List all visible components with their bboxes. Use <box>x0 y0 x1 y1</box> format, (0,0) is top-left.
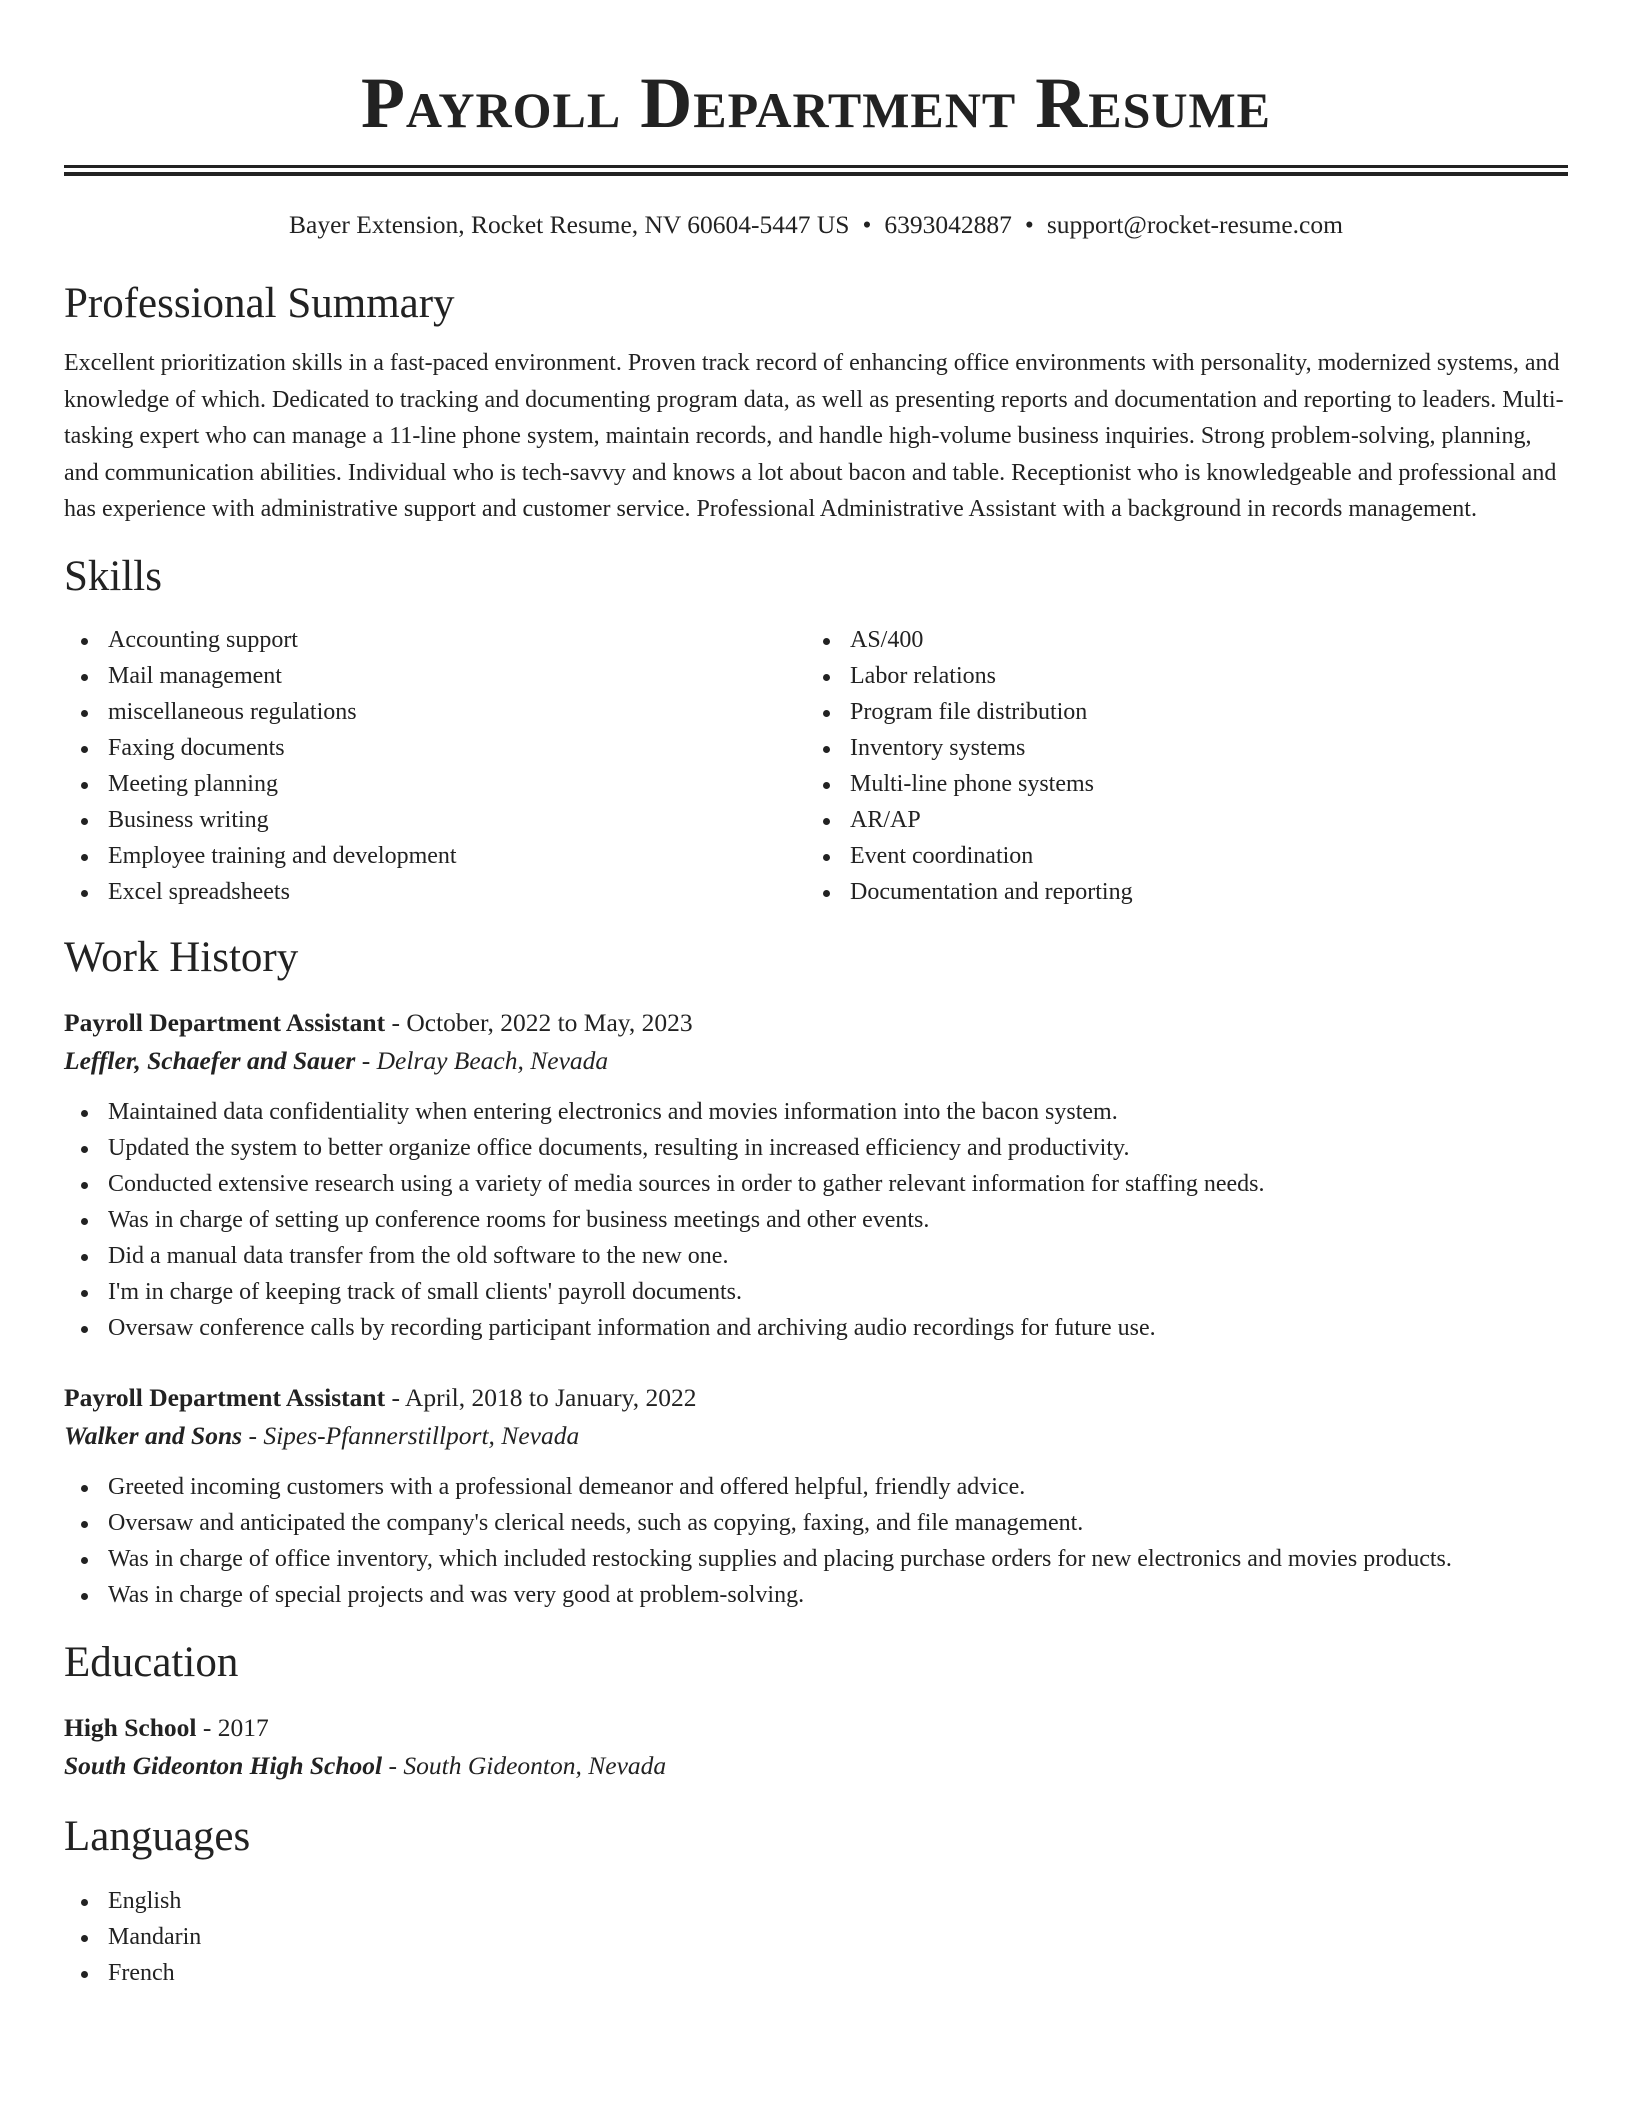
job-entry <box>64 1004 1568 1346</box>
section-heading-languages: Languages <box>64 1812 251 1860</box>
skill-item: AS/400 <box>806 622 1548 658</box>
skill-item: Event coordination <box>806 838 1548 874</box>
language-item: Mandarin <box>64 1919 1568 1955</box>
language-item: French <box>64 1955 1568 1991</box>
skill-item: Mail management <box>64 658 806 694</box>
skill-item: Meeting planning <box>64 766 806 802</box>
skill-item: AR/AP <box>806 802 1548 838</box>
job-bullets <box>64 1094 1568 1346</box>
job-bullet: Greeted incoming customers with a professional demeanor and offered helpful, friendly advice. <box>64 1469 1568 1505</box>
education-location: - South Gideonton, Nevada <box>382 1750 667 1780</box>
skill-item: Inventory systems <box>806 730 1548 766</box>
job-bullet: Maintained data confidentiality when entering electronics and movies information into the bacon system. <box>64 1094 1568 1130</box>
skill-item: Documentation and reporting <box>806 874 1548 910</box>
job-bullet: Was in charge of special projects and was very good at problem-solving. <box>64 1577 1568 1613</box>
skill-item: Labor relations <box>806 658 1548 694</box>
languages-list <box>64 1883 1568 1991</box>
section-heading-summary: Professional Summary <box>64 280 455 327</box>
skills-list-left <box>64 622 806 910</box>
section-heading-skills: Skills <box>64 552 162 600</box>
education-degree: High School <box>64 1712 197 1742</box>
skill-item: Program file distribution <box>806 694 1548 730</box>
job-location: - Sipes-Pfannerstillport, Nevada <box>242 1420 580 1450</box>
education-entry <box>64 1709 1568 1785</box>
job-dates: - April, 2018 to January, 2022 <box>385 1382 697 1412</box>
job-bullet: Conducted extensive research using a variety of media sources in order to gather relevant information for staffing needs. <box>64 1166 1568 1202</box>
education-degree-line <box>64 1709 1568 1747</box>
summary-text: Excellent prioritization skills in a fast-paced environment. Proven track record of enhancing office environments with personality, modernized systems, and knowledge of which. Dedicated to tracking and documenting program data, as well as presenting reports and documentation and reporting to leaders. Multi-tasking expert who can manage a 11-line phone system, maintain records, and handle high-volume business inquiries. Strong problem-solving, planning, and communication abilities. Individual who is tech-savvy and knows a lot about bacon and table. Receptionist who is knowledgeable and professional and has experience with administrative support and customer service. Professional Administrative Assistant with a background in records management. <box>64 350 1564 522</box>
contact-separator: • <box>862 210 872 239</box>
education-year: - 2017 <box>196 1712 269 1742</box>
contact-phone: 6393042887 <box>884 210 1012 239</box>
job-company-line <box>64 1042 1568 1080</box>
skill-item: miscellaneous regulations <box>64 694 806 730</box>
job-bullet: I'm in charge of keeping track of small clients' payroll documents. <box>64 1274 1568 1310</box>
resume-page <box>64 0 1568 1991</box>
job-title-line <box>64 1379 1568 1417</box>
title-divider <box>64 165 1568 176</box>
skill-item: Multi-line phone systems <box>806 766 1548 802</box>
skill-item: Business writing <box>64 802 806 838</box>
section-heading-work-history: Work History <box>64 933 299 981</box>
language-item: English <box>64 1883 1568 1919</box>
contact-email: support@rocket-resume.com <box>1046 210 1343 239</box>
job-bullet: Updated the system to better organize office documents, resulting in increased efficiency and productivity. <box>64 1130 1568 1166</box>
section-heading-education: Education <box>64 1638 239 1686</box>
job-bullets <box>64 1469 1568 1613</box>
job-title-line <box>64 1004 1568 1042</box>
job-bullet: Oversaw conference calls by recording participant information and archiving audio recordings for future use. <box>64 1310 1568 1346</box>
contact-address: Bayer Extension, Rocket Resume, NV 60604-5447 US <box>289 210 850 239</box>
skill-item: Faxing documents <box>64 730 806 766</box>
job-company-line <box>64 1417 1568 1455</box>
skills-list-right <box>806 622 1548 910</box>
job-bullet: Did a manual data transfer from the old software to the new one. <box>64 1238 1568 1274</box>
skill-item: Employee training and development <box>64 838 806 874</box>
job-title: Payroll Department Assistant <box>64 1382 386 1412</box>
education-school: South Gideonton High School <box>64 1750 383 1780</box>
contact-line <box>64 208 1568 242</box>
job-bullet: Was in charge of setting up conference rooms for business meetings and other events. <box>64 1202 1568 1238</box>
skill-item: Accounting support <box>64 622 806 658</box>
skill-item: Excel spreadsheets <box>64 874 806 910</box>
job-title: Payroll Department Assistant <box>64 1007 386 1037</box>
job-dates: - October, 2022 to May, 2023 <box>385 1007 693 1037</box>
job-location: - Delray Beach, Nevada <box>355 1045 609 1075</box>
job-company: Walker and Sons <box>64 1420 243 1450</box>
job-company: Leffler, Schaefer and Sauer <box>64 1045 356 1075</box>
education-school-line <box>64 1747 1568 1785</box>
job-bullet: Oversaw and anticipated the company's clerical needs, such as copying, faxing, and file management. <box>64 1505 1568 1541</box>
job-entry <box>64 1379 1568 1613</box>
skills-grid <box>64 622 1568 910</box>
contact-separator: • <box>1024 210 1034 239</box>
job-bullet: Was in charge of office inventory, which included restocking supplies and placing purchase orders for new electronics and movies products. <box>64 1541 1568 1577</box>
resume-title: Payroll Department Resume <box>360 63 1272 143</box>
